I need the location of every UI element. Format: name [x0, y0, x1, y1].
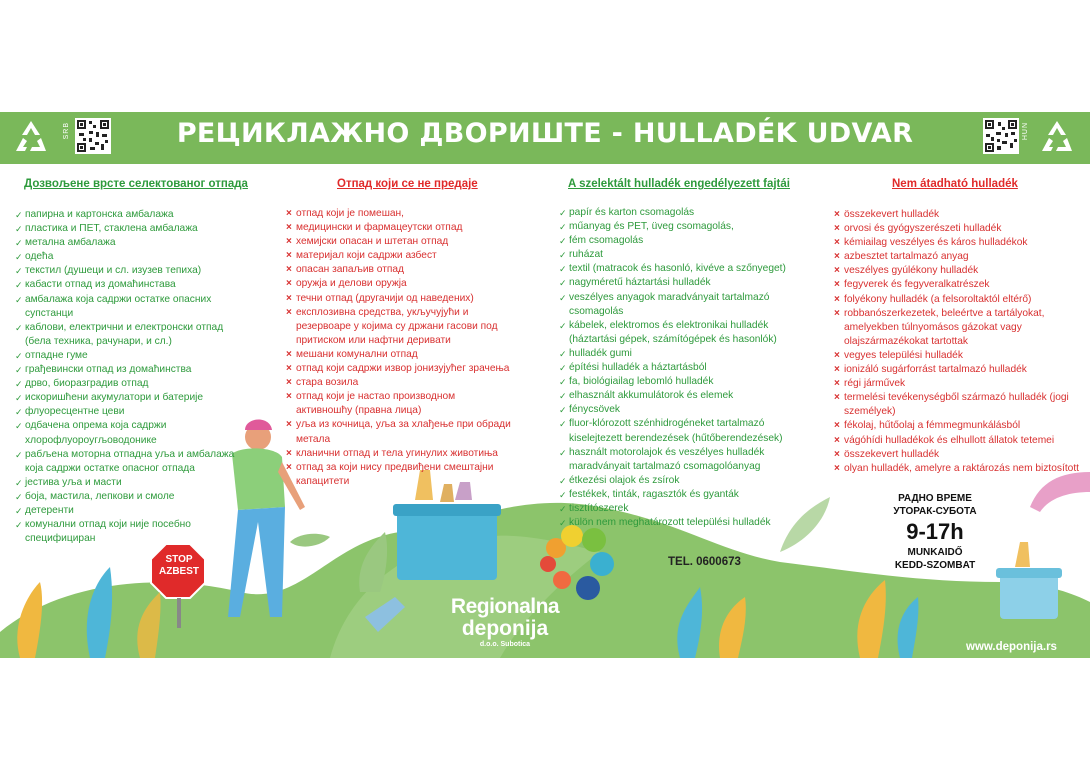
- srb-label: SRB: [63, 122, 70, 140]
- page-title: РЕЦИКЛАЖНО ДВОРИШТЕ - HULLADÉK UDVAR: [176, 118, 914, 149]
- list-item: × опасан запаљив отпад: [286, 263, 511, 277]
- list-item: × експлозивна средства, укључујући и резервоаре у којима су држани гасови под притиском или нафтни деривати: [286, 306, 511, 348]
- right-bin: [1000, 574, 1058, 619]
- list-item: × termelési tevékenységből származó hulladék (jogi személyek): [834, 391, 1079, 419]
- list-item: ✓ метална амбалажа: [15, 236, 245, 250]
- hand: [1030, 472, 1090, 512]
- list-item: ✓ külön nem meghatározott települési hulladék: [559, 516, 804, 530]
- header-bar: [0, 112, 1090, 164]
- list-item: ✓ одећа: [15, 250, 245, 264]
- list-item: ✓ пластика и ПЕТ, стаклена амбалажа: [15, 222, 245, 236]
- logo-line1: Regionalna: [450, 595, 560, 618]
- list-item: ✓ текстил (душеци и сл. изузев тепиха): [15, 264, 245, 278]
- list-item: ✓ fém csomagolás: [559, 234, 804, 248]
- list-item: × оружја и делови оружја: [286, 277, 511, 291]
- list-item: × robbanószerkezetek, beleértve a tartályokat, amelyekben túlnyomásos gázokat vagy olajszármazékokat tartottak: [834, 307, 1079, 349]
- list-item: × összekevert hulladék: [834, 208, 1079, 222]
- list-item: ✓ отпадне гуме: [15, 349, 245, 363]
- list-item: ✓ дрво, биоразградив отпад: [15, 377, 245, 391]
- list-item: × kémiailag veszélyes és káros hulladékok: [834, 236, 1079, 250]
- list-item: ✓ ruházat: [559, 248, 804, 262]
- azbest-line: AZBEST: [159, 566, 199, 577]
- list-item: ✓ veszélyes anyagok maradványait tartalmazó csomagolás: [559, 291, 804, 319]
- list-item: × folyékony hulladék (a felsoroltaktól eltérő): [834, 293, 1079, 307]
- list-item: ✓ искоришћени акумулатори и батерије: [15, 391, 245, 405]
- list-item: ✓ боја, мастила, лепкови и смоле: [15, 490, 245, 504]
- list-item: × отпад који садржи извор јонизујућег зрачења: [286, 362, 511, 376]
- hours-time: 9-17h: [906, 519, 964, 544]
- hours-days-hu: KEDD-SZOMBAT: [894, 560, 976, 571]
- hours-days-sr: УТОРАК-СУБОТА: [893, 506, 977, 517]
- list-item: ✓ рабљена моторна отпадна уља и амбалажа која садржи остатке опасног отпада: [15, 448, 245, 476]
- recycle-bin: [397, 510, 497, 580]
- list-item: × медицински и фармацеутски отпад: [286, 221, 511, 235]
- list-item: × vegyes települési hulladék: [834, 349, 1079, 363]
- list-item: × fékolaj, hűtőolaj a fémmegmunkálásból: [834, 419, 1079, 433]
- telephone: TEL. 0600673: [668, 556, 741, 568]
- list-item: ✓ јестива уља и масти: [15, 476, 245, 490]
- stop-azbest-sign: [154, 554, 204, 578]
- list-item: ✓ elhasznált akkumulátorok és elemek: [559, 389, 804, 403]
- list-item: × отпад који је настао производном активношћу (правна лица): [286, 390, 511, 418]
- list-item: × vágóhídi hulladékok és elhullott állatok tetemei: [834, 434, 1079, 448]
- logo-line2: deponija: [461, 617, 549, 640]
- list-item: × régi járművek: [834, 377, 1079, 391]
- list-item: ✓ папирна и картонска амбалажа: [15, 208, 245, 222]
- list-item: × összekevert hulladék: [834, 448, 1079, 462]
- list-item: ✓ tisztítószerek: [559, 502, 804, 516]
- working-hours: [880, 492, 990, 572]
- list-item: × хемијски опасан и штетан отпад: [286, 235, 511, 249]
- list-item: × fegyverek és fegyveralkatrészek: [834, 278, 1079, 292]
- hu-not-accepted-list: [834, 208, 1079, 476]
- list-item: ✓ грађевински отпад из домаћинства: [15, 363, 245, 377]
- recycling-banner: [0, 112, 1090, 658]
- list-item: ✓ hulladék gumi: [559, 347, 804, 361]
- stop-line: STOP: [165, 554, 193, 565]
- list-item: ✓ építési hulladék a háztartásból: [559, 361, 804, 375]
- list-item: ✓ kábelek, elektromos és elektronikai hulladék (háztartási gépek, számítógépek és hasonlók): [559, 319, 804, 347]
- list-item: ✓ papír és karton csomagolás: [559, 206, 804, 220]
- list-item: ✓ флуоресцентне цеви: [15, 405, 245, 419]
- list-item: × olyan hulladék, amelyre a raktározás nem biztosított: [834, 462, 1079, 476]
- list-item: × отпад који је помешан,: [286, 207, 511, 221]
- list-item: × уља из кочница, уља за хлађење при обради метала: [286, 418, 511, 446]
- list-item: × отпад за који нису предвиђени смештајни капацитети: [286, 461, 511, 489]
- list-item: ✓ fa, biológiailag lebomló hulladék: [559, 375, 804, 389]
- list-item: ✓ étkezési olajok és zsírok: [559, 474, 804, 488]
- list-item: × veszélyes gyúlékony hulladék: [834, 264, 1079, 278]
- list-item: ✓ festékek, tinták, ragasztók és gyanták: [559, 488, 804, 502]
- list-item: ✓ műanyag és PET, üveg csomagolás,: [559, 220, 804, 234]
- sr-not-accepted-title: Отпад који се не предаје: [337, 178, 478, 190]
- list-item: ✓ кабасти отпад из домаћинстава: [15, 278, 245, 292]
- list-item: × orvosi és gyógyszerészeti hulladék: [834, 222, 1079, 236]
- hu-allowed-title: A szelektált hulladék engedélyezett fajtái: [568, 178, 790, 190]
- recycle-icon: [1036, 117, 1078, 159]
- list-item: ✓ каблови, електрични и електронски отпад (бела техника, рачунари, и сл.): [15, 321, 245, 349]
- hun-label: HUN: [1022, 122, 1029, 141]
- list-item: ✓ комунални отпад који није посебно специфициран: [15, 518, 245, 546]
- hu-not-accepted-title: Nem átadható hulladék: [892, 178, 1018, 190]
- list-item: ✓ nagyméretű háztartási hulladék: [559, 276, 804, 290]
- list-item: × стара возила: [286, 376, 511, 390]
- list-item: ✓ амбалажа која садржи остатке опасних супстанци: [15, 293, 245, 321]
- list-item: ✓ fluor-klórozott szénhidrogéneket tartalmazó kiselejtezett berendezések (hűtőberendezések): [559, 417, 804, 445]
- list-item: ✓ детеренти: [15, 504, 245, 518]
- list-item: × azbesztet tartalmazó anyag: [834, 250, 1079, 264]
- list-item: × ionizáló sugárforrást tartalmazó hulladék: [834, 363, 1079, 377]
- list-item: ✓ textil (matracok és hasonló, kivéve a szőnyeget): [559, 262, 804, 276]
- hu-allowed-list: [559, 206, 804, 530]
- sr-not-accepted-list: [286, 207, 511, 489]
- list-item: ✓ használt motorolajok és veszélyes hulladék maradványait tartalmazó csomagolóanyag: [559, 446, 804, 474]
- list-item: × мешани комунални отпад: [286, 348, 511, 362]
- list-item: × материјал који садржи азбест: [286, 249, 511, 263]
- logo-line3: d.o.o. Subotica: [479, 641, 531, 648]
- hours-label-sr: РАДНО ВРЕМЕ: [898, 493, 972, 504]
- sr-allowed-title: Дозвољене врсте селектованог отпада: [24, 178, 248, 190]
- list-item: ✓ одбачена опрема која садржи хлорофлуороугљоводонике: [15, 419, 245, 447]
- list-item: ✓ fénycsövek: [559, 403, 804, 417]
- hours-label-hu: MUNKAIDŐ: [907, 547, 963, 558]
- qr-code-right[interactable]: [983, 118, 1019, 154]
- website-link[interactable]: www.deponija.rs: [966, 641, 1057, 653]
- list-item: × течни отпад (другачији од наведених): [286, 292, 511, 306]
- regionalna-deponija-logo: [440, 596, 570, 649]
- sr-allowed-list: [15, 208, 245, 546]
- list-item: × кланични отпад и тела угинулих животиња: [286, 447, 511, 461]
